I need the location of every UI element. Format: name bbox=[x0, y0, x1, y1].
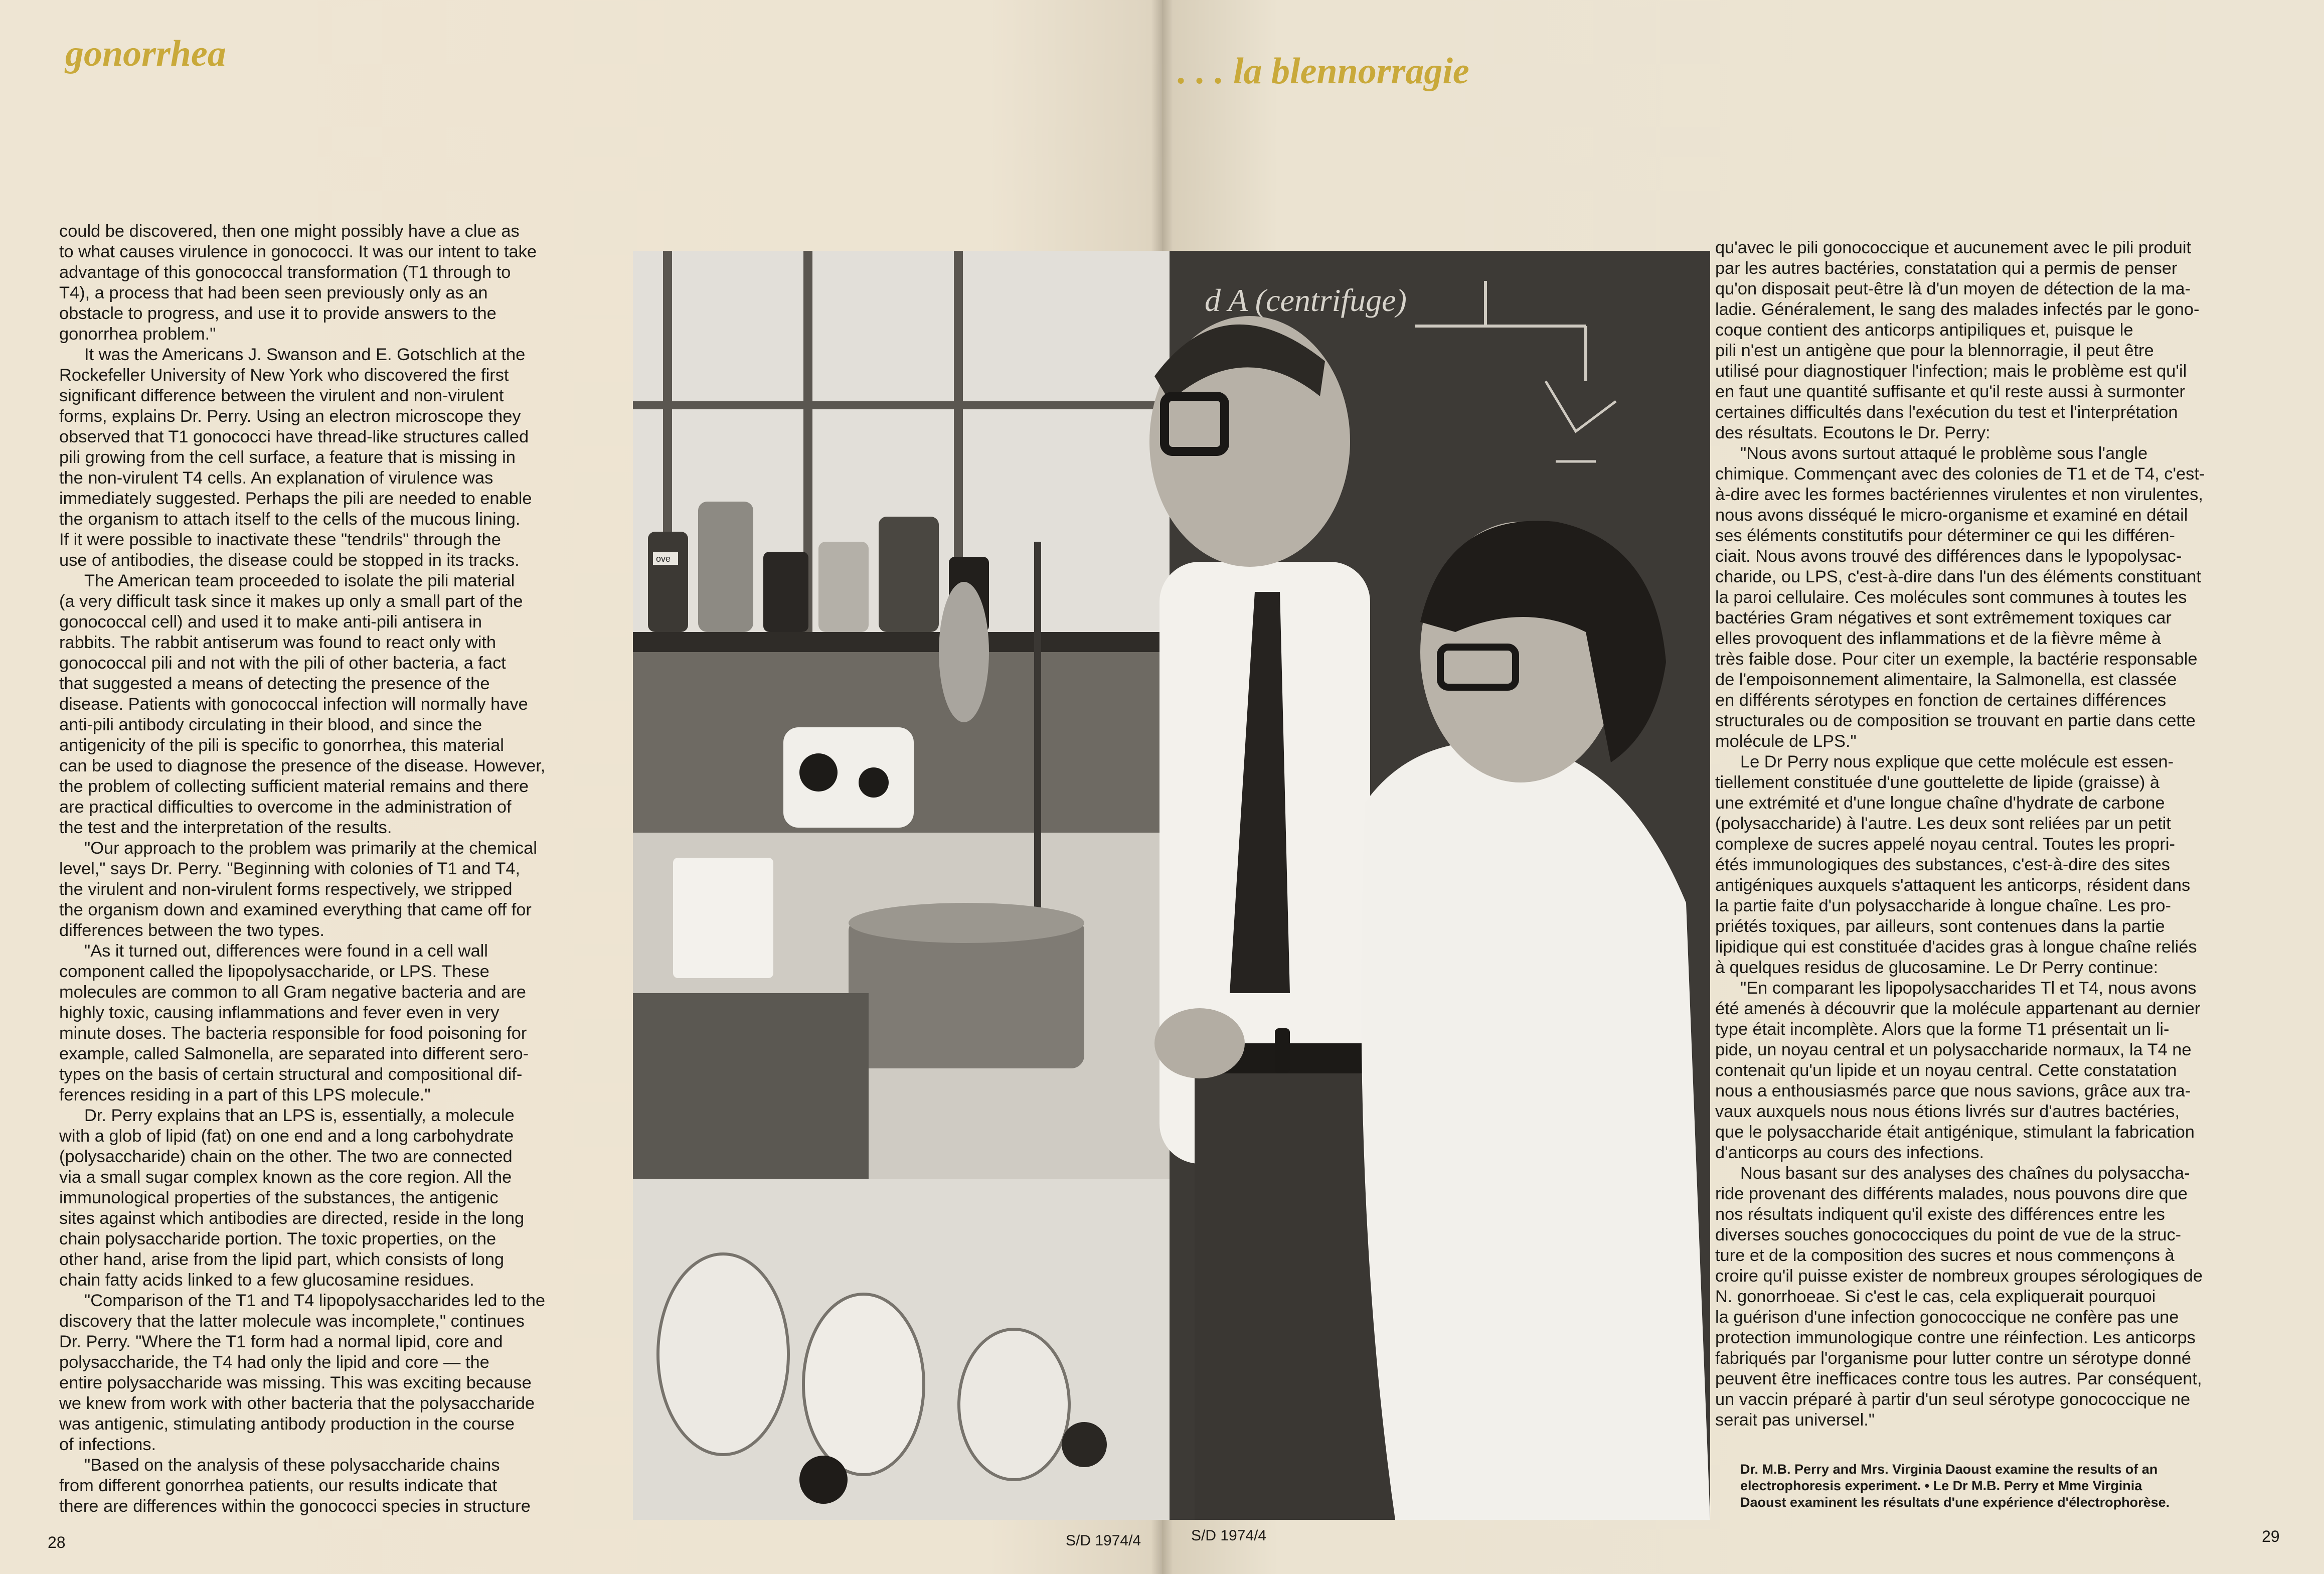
wristwatch bbox=[1275, 1028, 1290, 1073]
microscope-eyepiece bbox=[799, 753, 838, 792]
bottle-label-text: ove bbox=[656, 554, 671, 564]
water-bath-rim bbox=[849, 903, 1084, 943]
glass-flask bbox=[959, 1329, 1069, 1480]
reagent-bottle bbox=[648, 532, 688, 632]
right-paragraph: qu'avec le pili gonococcique et aucunement avec le pili produit par les autres bactéries, constatation qui a permis de penser qu'on disposait peut-être là d'un moyen de détection de la ma- ladie. Généralement, le sang des malades infectés par le gono- coque contient des anticorps antipiliques et, puisque le pili n'est un antigène que pour la blennorragie, il peut être utilisé pour diagnostiquer l'infection; mais le problème est qu'il en faut une quantité suffisante et qu'il reste aussi à surmonter certaines difficultés dans l'exécution du test et l'interprétation des résultats. Ecoutons le Dr. Perry: bbox=[1715, 238, 2200, 442]
lab-instrument bbox=[673, 858, 773, 978]
glass-flask bbox=[803, 1294, 924, 1475]
header-left-title: gonorrhea bbox=[65, 33, 226, 74]
left-paragraph: could be discovered, then one might possibly have a clue as to what causes virulence in gonococci. It was our intent to take advantage of this gonococcal transformation (T1 through to T4), a process that had been seen previously only as an obstacle to progress, and use it to provide answers to the gonorrhea problem." bbox=[59, 222, 537, 344]
left-paragraph: Dr. Perry explains that an LPS is, essentially, a molecule with a glob of lipid (fat) on one end and a long carbohydrate (polysaccharide) chain on the other. The two are connected via a small sugar complex known as the core region. All the immunological properties of the substances, the antigenic sites against which antibodies are directed, reside in the long chain polysaccharide portion. The toxic properties, on the other hand, arise from the lipid part, which consists of long chain fatty acids linked to a few glucosamine residues. bbox=[59, 1106, 525, 1290]
left-paragraph: "Our approach to the problem was primarily at the chemical level," says Dr. Perry. "Beginning with colonies of T1 and T4, the virulent and non-virulent forms respectively, we stripped the organism down and examined everything that came off for differences between the two types. bbox=[59, 839, 537, 940]
glass-flask bbox=[658, 1254, 788, 1455]
window-frame bbox=[633, 401, 1170, 409]
lab-photograph bbox=[633, 251, 1710, 1520]
left-paragraph: "Comparison of the T1 and T4 lipopolysaccharides led to the discovery that the latter molecule was incomplete," continues Dr. Perry. "Where the T1 form had a normal lipid, core and polysaccharide, the T4 had only the lipid and core — the entire polysaccharide was missing. This was exciting because we knew from work with other bacteria that the polysaccharide was antigenic, stimulating antibody production in the course of infections. bbox=[59, 1291, 546, 1454]
left-text-column bbox=[59, 221, 606, 1517]
page-number-right: 29 bbox=[2262, 1527, 2280, 1545]
right-paragraph: Nous basant sur des analyses des chaînes du polysaccha- ride provenant des différents malades, nous pouvons dire que nos résultats indiquent qu'il existe des différences entre les diverses souches gonococciques du point de vue de la struc- ture et de la composition des sucres et nous commençons à croire qu'il puisse exister de nombreux groupes sérologiques de N. gonorrhoeae. Si c'est le cas, cela expliquerait pourquoi la guérison d'une infection gonococcique ne confère pas une protection immunologique contre une réinfection. Les anticorps fabriqués par l'organisme pour lutter contre un sérotype donné peuvent être inefficaces contre tous les autres. Par conséquent, un vaccin préparé à partir d'un seul sérotype gonococcique ne serait pas universel." bbox=[1715, 1164, 2203, 1430]
reagent-bottle bbox=[879, 517, 939, 632]
photo-caption: Dr. M.B. Perry and Mrs. Virginia Daoust examine the results of an electrophoresis experiment. • Le Dr M.B. Perry et Mme Virginia Daoust examinent les résultats d'une expérience d'électrophorèse. bbox=[1740, 1462, 2170, 1510]
left-paragraph: "Based on the analysis of these polysaccharide chains from different gonorrhea patients, our results indicate that there are differences within the gonococci species in structure bbox=[59, 1456, 531, 1516]
issue-label-left: S/D 1974/4 bbox=[1066, 1532, 1141, 1549]
blackboard-writing: d A (centrifuge) bbox=[1205, 282, 1407, 318]
left-paragraph: "As it turned out, differences were found in a cell wall component called the lipopolysaccharide, or LPS. These molecules are common to all Gram negative bacteria and are highly toxic, causing inflammations and fever even in very minute doses. The bacteria responsible for food poisoning for example, called Salmonella, are separated into different sero- types on the basis of certain structural and compositional dif- ferences residing in a part of this LPS molecule." bbox=[59, 941, 529, 1105]
bottle-cap bbox=[1062, 1422, 1107, 1467]
reagent-bottle bbox=[763, 552, 808, 632]
right-text-column bbox=[1715, 238, 2267, 1431]
microscope-knob bbox=[859, 767, 889, 798]
bottle-cap bbox=[799, 1456, 848, 1504]
right-paragraph: Le Dr Perry nous explique que cette molécule est essen- tiellement constituée d'une gouttelette de lipide (graisse) à une extrémité et d'une longue chaîne d'hydrate de carbone (polysaccharide) à l'autre. Les deux sont reliées par un petit complexe de sucres appelé noyau central. Toutes les propri- étés immunologiques des substances, c'est-à-dire des sites antigéniques auxquels s'attaquent les anticorps, résident dans la partie faite d'un polysaccharide à longue chaîne. Les pro- priétés toxiques, par ailleurs, sont contenues dans la partie lipidique qui est constituée d'acides gras à longue chaîne reliés à quelques residus de glucosamine. Le Dr Perry continue: bbox=[1715, 752, 2197, 977]
lab-photo-illustration bbox=[633, 251, 1710, 1520]
reagent-bottle bbox=[698, 502, 753, 632]
left-paragraph: The American team proceeded to isolate the pili material (a very difficult task since it makes up only a small part of the gonococcal cell) and used it to make anti-pili antisera in rabbits. The rabbit antiserum was found to react only with gonococcal pili and not with the pili of other bacteria, a fact that suggested a means of detecting the presence of the disease. Patients with gonococcal infection will normally have anti-pili antibody circulating in their blood, and since the antigenicity of the pili is specific to gonorrhea, this material can be used to diagnose the presence of the disease. However, the problem of collecting sufficient material remains and there are practical difficulties to overcome in the administration of the test and the interpretation of the results. bbox=[59, 571, 546, 837]
woman-lab-coat bbox=[1362, 741, 1711, 1520]
header-right-title: . . . la blennorragie bbox=[1178, 51, 1469, 92]
issue-label-right: S/D 1974/4 bbox=[1191, 1527, 1267, 1544]
page-number-left: 28 bbox=[48, 1533, 66, 1551]
shelf bbox=[633, 632, 1170, 652]
right-paragraph: "Nous avons surtout attaqué le problème sous l'angle chimique. Commençant avec des colonies de T1 et de T4, c'est- à-dire avec les formes bactériennes virulentes et non virulentes, nous avons disséqué le micro-organisme et examiné en détail ses éléments constitutifs pour déterminer ce qui les différen- ciait. Nous avons trouvé des différences dans le lypopolysac- charide, ou LPS, c'est-à-dire dans l'un des éléments constituant la paroi cellulaire. Ces molécules sont communes à toutes les bactéries Gram négatives et sont extrêmement toxiques car elles provoquent des inflammations et de la fièvre même à très faible dose. Pour citer un exemple, la bactérie responsable de l'empoisonnement alimentaire, la Salmonella, est classée en différents sérotypes en fonction de certaines différences structurales ou de composition se trouvant en partie dans cette molécule de LPS." bbox=[1715, 444, 2205, 751]
reagent-bottle bbox=[818, 542, 869, 632]
man-hand bbox=[1154, 1008, 1245, 1078]
right-paragraph: "En comparant les lipopolysaccharides Tl et T4, nous avons été amenés à découvrir que la molécule appartenant au dernier type était incomplète. Alors que la forme T1 présentait un li- pide, un noyau central et un polysaccharide normaux, la T4 ne contenait qu'un lipide et un noyau central. Cette constatation nous a enthousiasmés parce que nous savions, grâce aux tra- vaux auxquels nous nous étions livrés sur d'autres bactéries, que le polysaccharide était antigénique, stimulant la fabrication d'anticorps au cours des infections. bbox=[1715, 979, 2201, 1162]
condenser-glass bbox=[939, 582, 989, 722]
left-paragraph: It was the Americans J. Swanson and E. Gotschlich at the Rockefeller University of New York who discovered the first significant difference between the virulent and non-virulent forms, explains Dr. Perry. Using an electron microscope they observed that T1 gonococci have thread-like structures called pili growing from the cell surface, a feature that is missing in the non-virulent T4 cells. An explanation of virulence was immediately suggested. Perhaps the pili are needed to enable the organism to attach itself to the cells of the mucous lining. If it were possible to inactivate these "tendrils" through the use of antibodies, the disease could be stopped in its tracks. bbox=[59, 345, 532, 570]
